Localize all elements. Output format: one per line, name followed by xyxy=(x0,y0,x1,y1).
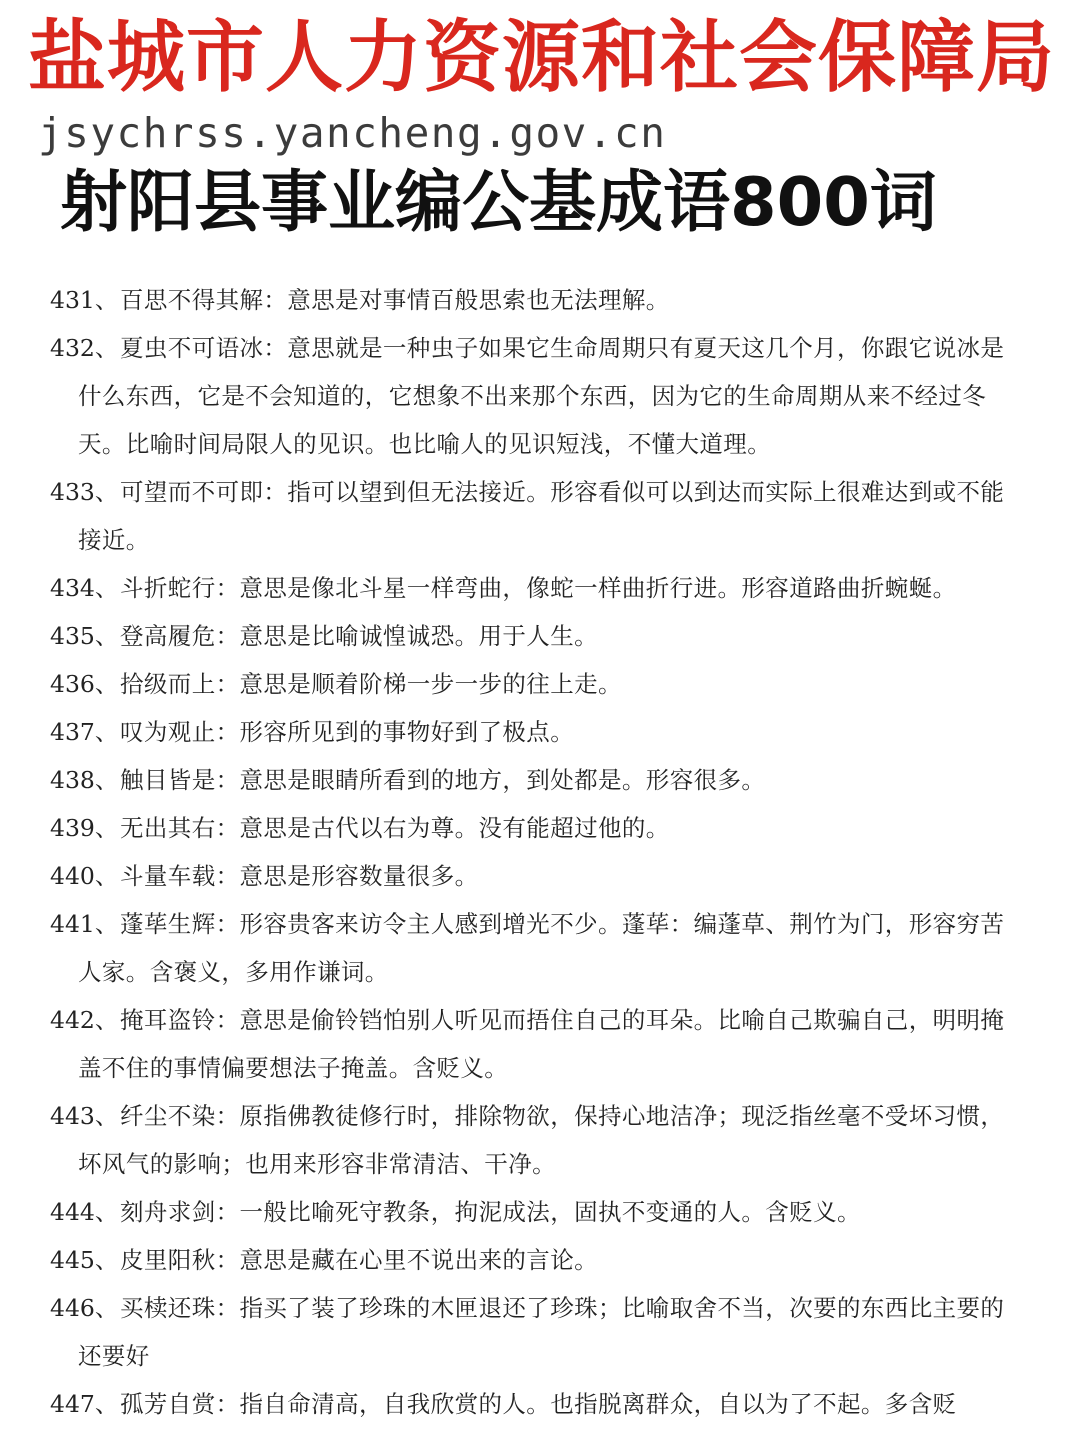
entry-number: 437、 xyxy=(50,718,119,746)
entry-number: 444、 xyxy=(50,1198,119,1226)
entry-number: 445、 xyxy=(50,1246,119,1274)
organization-name: 盐城市人力资源和社会保障局 xyxy=(28,13,1056,103)
idiom-entry-436 xyxy=(0,660,1080,708)
idiom-entry-446 xyxy=(0,1284,1080,1380)
idiom-entry-438 xyxy=(0,756,1080,804)
entry-text: 孤芳自赏：指自命清高，自我欣赏的人。也指脱离群众，自以为了不起。多含贬 xyxy=(120,1390,957,1418)
idiom-entry-443 xyxy=(0,1092,1080,1188)
entry-text: 无出其右：意思是古代以右为尊。没有能超过他的。 xyxy=(120,814,670,842)
entry-number: 440、 xyxy=(50,862,119,890)
entry-number: 436、 xyxy=(50,670,119,698)
entry-number: 438、 xyxy=(50,766,119,794)
entry-text: 皮里阳秋：意思是藏在心里不说出来的言论。 xyxy=(120,1246,598,1274)
entry-text: 斗折蛇行：意思是像北斗星一样弯曲，像蛇一样曲折行进。形容道路曲折蜿蜒。 xyxy=(120,574,957,602)
entry-number: 433、 xyxy=(50,478,119,506)
entry-text: 叹为观止：形容所见到的事物好到了极点。 xyxy=(120,718,575,746)
entry-number: 441、 xyxy=(50,910,119,938)
entry-text: 纤尘不染：原指佛教徒修行时，排除物欲，保持心地洁净；现泛指丝毫不受坏习惯，坏风气的影响；也用来形容非常清洁、干净。 xyxy=(78,1102,1005,1178)
entry-number: 442、 xyxy=(50,1006,119,1034)
idiom-entry-447 xyxy=(0,1380,1080,1428)
idiom-entry-445 xyxy=(0,1236,1080,1284)
idiom-entry-434 xyxy=(0,564,1080,612)
entry-number: 432、 xyxy=(50,334,119,362)
organization-url: jsychrss.yancheng.gov.cn xyxy=(38,109,667,157)
idiom-entry-433 xyxy=(0,468,1080,564)
idiom-entry-432 xyxy=(0,324,1080,468)
entry-number: 435、 xyxy=(50,622,119,650)
entry-text: 夏虫不可语冰：意思就是一种虫子如果它生命周期只有夏天这几个月，你跟它说冰是什么东西，它是不会知道的，它想象不出来那个东西，因为它的生命周期从来不经过冬天。比喻时间局限人的见识。也比喻人的见识短浅，不懂大道理。 xyxy=(78,334,1005,458)
entry-number: 439、 xyxy=(50,814,119,842)
entry-number: 447、 xyxy=(50,1390,119,1418)
idiom-entry-435 xyxy=(0,612,1080,660)
entry-text: 百思不得其解：意思是对事情百般思索也无法理解。 xyxy=(120,286,670,314)
entry-text: 斗量车载：意思是形容数量很多。 xyxy=(120,862,479,890)
idiom-entry-440 xyxy=(0,852,1080,900)
entry-text: 掩耳盗铃：意思是偷铃铛怕别人听见而捂住自己的耳朵。比喻自己欺骗自己，明明掩盖不住的事情偏要想法子掩盖。含贬义。 xyxy=(78,1006,1005,1082)
idiom-entry-442 xyxy=(0,996,1080,1092)
entry-number: 431、 xyxy=(50,286,119,314)
entry-text: 拾级而上：意思是顺着阶梯一步一步的往上走。 xyxy=(120,670,622,698)
idiom-entry-444 xyxy=(0,1188,1080,1236)
entry-text: 可望而不可即：指可以望到但无法接近。形容看似可以到达而实际上很难达到或不能接近。 xyxy=(78,478,1005,554)
entry-number: 446、 xyxy=(50,1294,119,1322)
idiom-entry-439 xyxy=(0,804,1080,852)
entry-text: 触目皆是：意思是眼睛所看到的地方，到处都是。形容很多。 xyxy=(120,766,766,794)
idiom-entry-437 xyxy=(0,708,1080,756)
entry-number: 434、 xyxy=(50,574,119,602)
idiom-entry-441 xyxy=(0,900,1080,996)
entry-text: 蓬荜生辉：形容贵客来访令主人感到增光不少。蓬荜：编蓬草、荆竹为门，形容穷苦人家。含褒义，多用作谦词。 xyxy=(78,910,1005,986)
document-title: 射阳县事业编公基成语800词 xyxy=(60,163,937,241)
entry-number: 443、 xyxy=(50,1102,119,1130)
entry-text: 买椟还珠：指买了装了珍珠的木匣退还了珍珠；比喻取舍不当，次要的东西比主要的还要好 xyxy=(78,1294,1005,1370)
idiom-list xyxy=(0,276,1080,1428)
entry-text: 登高履危：意思是比喻诚惶诚恐。用于人生。 xyxy=(120,622,598,650)
entry-text: 刻舟求剑：一般比喻死守教条，拘泥成法，固执不变通的人。含贬义。 xyxy=(120,1198,861,1226)
idiom-entry-431 xyxy=(0,276,1080,324)
